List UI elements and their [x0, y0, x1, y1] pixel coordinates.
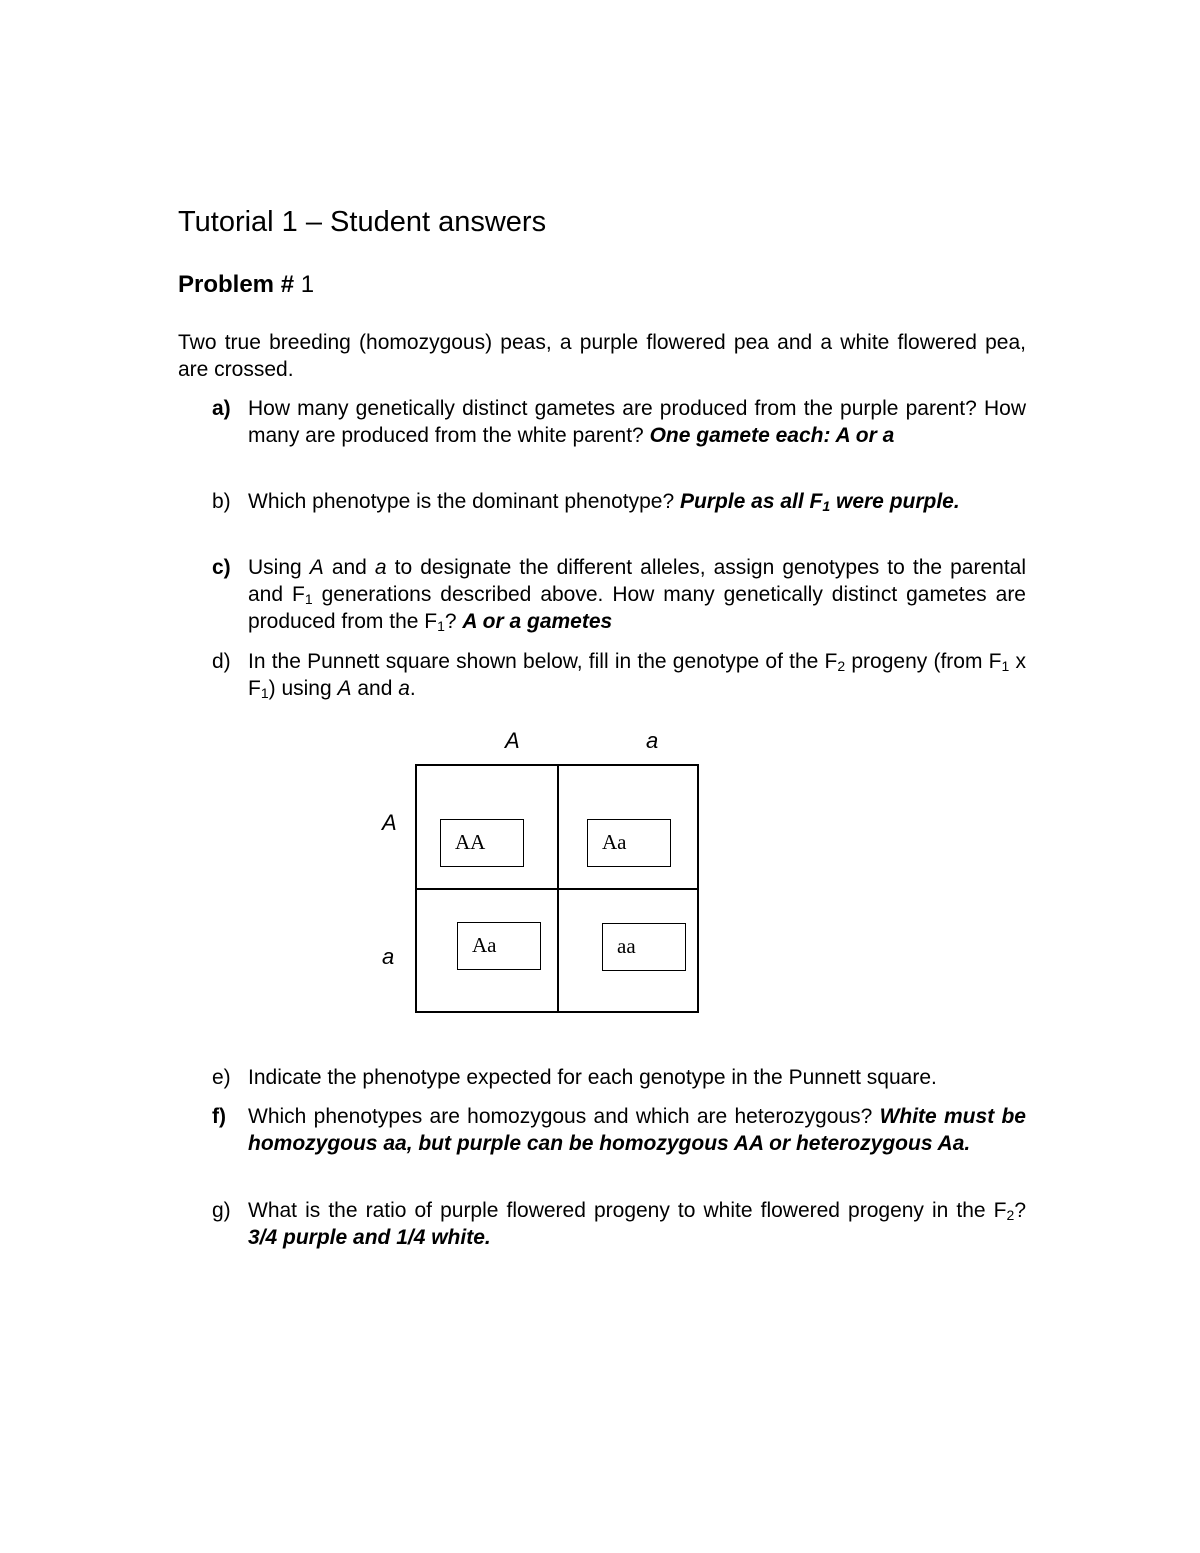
- question-c-text: Using A and a to designate the different alleles, assign genotypes to the parental and $F_1$ generations described above. How many genetically distinct gametes are produced from the $F_1$? A or a gametes: [248, 556, 1026, 634]
- question-f-answer: White must be homozygous aa, but purple can be homozygous AA or heterozygous Aa.: [248, 1105, 1026, 1155]
- question-g-answer: 3/4 purple and 1/4 white.: [248, 1226, 491, 1249]
- question-f-text: Which phenotypes are homozygous and which are heterozygous?: [248, 1105, 873, 1128]
- question-a-answer: One gamete each: A or a: [649, 424, 895, 447]
- question-b: [212, 488, 1026, 515]
- question-b-text: Which phenotype is the dominant phenotype?: [248, 490, 675, 513]
- question-b-answer: Purple as all $F_1$ were purple.: [679, 490, 960, 514]
- question-e: [212, 1064, 1026, 1091]
- problem-heading: [178, 271, 314, 299]
- question-a-text: How many genetically distinct gametes are produced from the purple parent? How many are produced from the white parent?: [248, 397, 1026, 447]
- question-a-label: a): [212, 397, 231, 420]
- punnett-col-header: A: [505, 728, 520, 753]
- question-c-label: c): [212, 556, 231, 579]
- punnett-cell-genotype: Aa: [587, 819, 671, 867]
- question-e-label: e): [212, 1066, 231, 1089]
- question-c: [212, 554, 1026, 635]
- question-d-label: d): [212, 650, 231, 673]
- problem-number: 1: [300, 271, 315, 298]
- question-f-label: f): [212, 1105, 226, 1128]
- grid-divider: [417, 888, 697, 890]
- question-c-answer: A or a gametes: [462, 610, 613, 633]
- question-d-text: In the Punnett square shown below, fill in the genotype of the $F_2$ progeny (from $F_1$ x $F_1$) using A and a.: [248, 650, 1027, 701]
- problem-label: Problem #: [178, 271, 295, 298]
- punnett-col-header: a: [646, 728, 659, 753]
- problem-intro: Two true breeding (homozygous) peas, a purple flowered pea and a white flowered pea, are crossed.: [178, 331, 1026, 381]
- punnett-row-header: A: [382, 810, 397, 835]
- question-g: [212, 1197, 1026, 1251]
- page-title: Tutorial 1 – Student answers: [178, 206, 547, 238]
- question-a: [212, 395, 1026, 449]
- punnett-cell-genotype: Aa: [457, 922, 541, 970]
- question-e-text: Indicate the phenotype expected for each genotype in the Punnett square.: [248, 1066, 937, 1089]
- punnett-cell-genotype: AA: [440, 819, 524, 867]
- punnett-row-header: a: [382, 944, 395, 969]
- question-g-text: What is the ratio of purple flowered progeny to white flowered progeny in the $F_2$? 3/4 purple and 1/4 white.: [248, 1199, 1026, 1249]
- question-b-label: b): [212, 490, 231, 513]
- question-f: [212, 1103, 1026, 1157]
- question-g-label: g): [212, 1199, 231, 1222]
- punnett-grid: [415, 764, 699, 1013]
- punnett-cell-genotype: aa: [602, 923, 686, 971]
- question-d: [212, 648, 1026, 702]
